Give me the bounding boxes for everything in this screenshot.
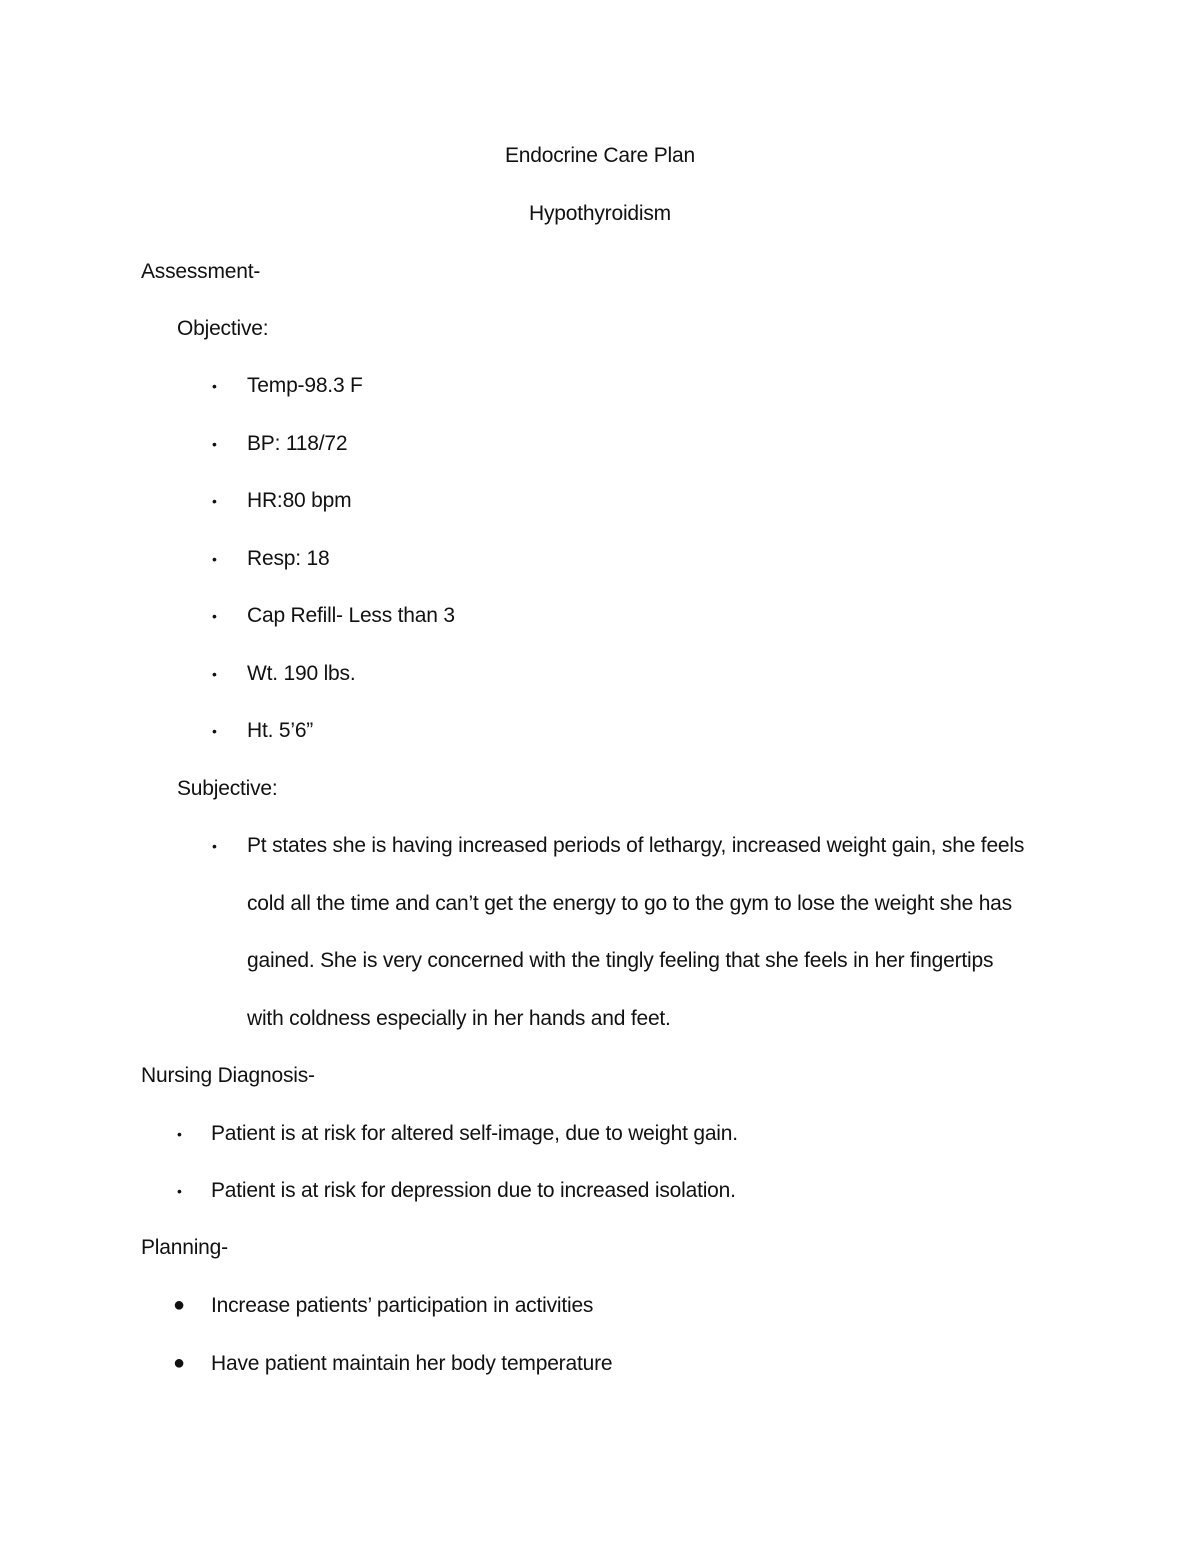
bullet-icon: • — [212, 838, 217, 854]
subjective-text-line: gained. She is very concerned with the tingly feeling that she feels in her fingertips — [247, 949, 994, 972]
planning-item: Have patient maintain her body temperature — [211, 1352, 613, 1375]
page-title: Endocrine Care Plan — [505, 144, 695, 167]
subjective-text-line: cold all the time and can’t get the energy to go to the gym to lose the weight she has — [247, 892, 1012, 915]
objective-item: Ht. 5’6” — [247, 719, 314, 742]
bullet-icon: • — [212, 551, 217, 567]
objective-item: HR:80 bpm — [247, 489, 352, 512]
bullet-icon: • — [212, 378, 217, 394]
assessment-heading: Assessment- — [141, 260, 261, 283]
bullet-icon: • — [212, 723, 217, 739]
subjective-text-line: Pt states she is having increased periods of lethargy, increased weight gain, she feels — [247, 834, 1025, 857]
objective-heading: Objective: — [177, 317, 269, 340]
subjective-heading: Subjective: — [177, 777, 278, 800]
bullet-icon: ● — [173, 1294, 186, 1316]
objective-item: Cap Refill- Less than 3 — [247, 604, 455, 627]
bullet-icon: • — [212, 436, 217, 452]
bullet-icon: • — [212, 666, 217, 682]
objective-item: Temp-98.3 F — [247, 374, 363, 397]
bullet-icon: • — [212, 493, 217, 509]
bullet-icon: • — [212, 608, 217, 624]
diagnosis-item: Patient is at risk for depression due to increased isolation. — [211, 1179, 736, 1202]
page-subtitle: Hypothyroidism — [529, 202, 671, 225]
nursing-diagnosis-heading: Nursing Diagnosis- — [141, 1064, 315, 1087]
planning-item: Increase patients’ participation in activities — [211, 1294, 594, 1317]
objective-item: BP: 118/72 — [247, 432, 348, 455]
bullet-icon: • — [177, 1183, 182, 1199]
objective-item: Resp: 18 — [247, 547, 330, 570]
bullet-icon: • — [177, 1126, 182, 1142]
planning-heading: Planning- — [141, 1236, 228, 1259]
diagnosis-item: Patient is at risk for altered self-image, due to weight gain. — [211, 1122, 738, 1145]
objective-item: Wt. 190 lbs. — [247, 662, 356, 685]
subjective-text-line: with coldness especially in her hands and feet. — [247, 1007, 671, 1030]
bullet-icon: ● — [173, 1352, 186, 1374]
